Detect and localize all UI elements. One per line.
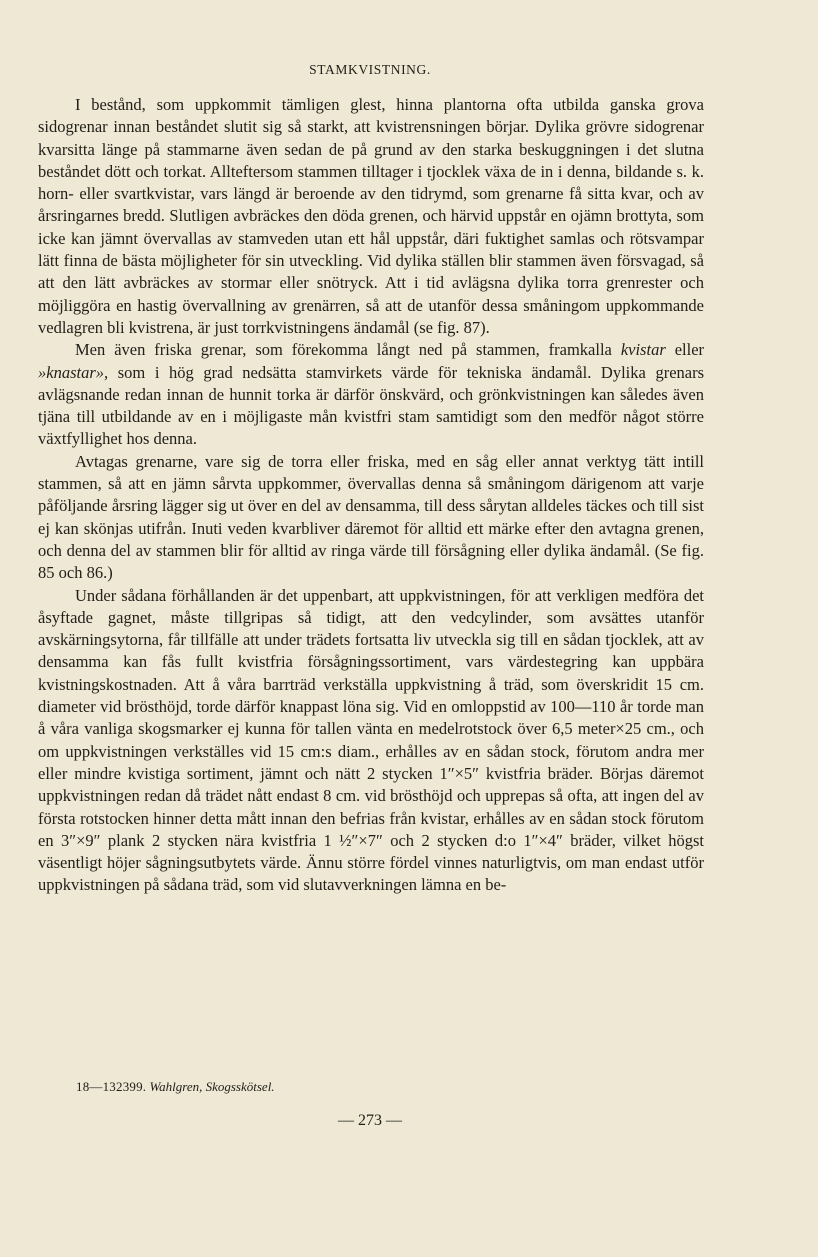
signature-number: 18—132399. xyxy=(76,1079,147,1094)
running-head: STAMKVISTNING. xyxy=(309,62,431,77)
paragraph-1: I bestånd, som uppkommit tämligen glest, hinna plantorna ofta utbilda ganska grova sidogrenar innan beståndet slutit sig så starkt, att kvistrensningen börjar. Dylika grövre sidogrenar kvarsitta länge på stammarne även sedan de på grund av den starka beskuggningen i det slutna beståndet dött och torkat. Allteftersom stammen tilltager i tjocklek växa de in i denna, bildande s. k. horn- eller svartkvistar, vars längd är beroende av den tidrymd, som grenarne få sitta kvar, och av årsringarnes bredd. Slutligen avbräckes den döda grenen, och härvid uppstår en ojämn brottyta, som icke kan jämnt övervallas av stamveden utan ett hål uppstår, däri fuktighet samlas och rötsvampar lätt finna de bästa möjligheter för sin utveckling. Vid dylika ställen blir stammen även försvagad, så att den lätt avbräckes av stormar eller snötryck. Att i tid avlägsna dylika torra grenrester och möjliggöra en hastig övervallning av grenärren, så att de utanför dessa småningom uppkommande vedlagren bli kvistrena, är just torrkvistningens ändamål (se fig. 87). xyxy=(38,95,704,337)
term-kvistar: kvistar xyxy=(620,340,666,360)
paragraph-2-text-mid: eller xyxy=(674,340,705,360)
signature-line xyxy=(76,1079,275,1095)
paragraph-2-text-after: som i hög grad nedsätta stamvirkets värde för tekniska ändamål. Dylika grenars avlägsnande redan innan de hunnit torka är därför önskvärd, och grönkvistningen kan således även tjäna till utbildande av en i möjligaste mån kvistfri stam samtidigt som den medför något större växtfyllighet hos denna. xyxy=(38,362,705,449)
page-number: — 273 — xyxy=(338,1112,402,1129)
body-text xyxy=(38,94,704,897)
term-knastar: »knastar», xyxy=(38,362,109,382)
paragraph-2-text-before: Men även friska grenar, som förekomma långt ned på stammen, framkalla xyxy=(75,340,612,360)
author-title: Wahlgren, Skogsskötsel. xyxy=(149,1079,275,1094)
paragraph-2 xyxy=(38,339,704,450)
paragraph-3: Avtagas grenarne, vare sig de torra eller friska, med en såg eller annat verktyg tätt intill stammen, så att en jämn sårvta uppkommer, övervallas denna så småningom därigenom att varje påföljande årsring lägger sig ut över en del av densamma, till dess sårytan alldeles täckes och till sist ej kan skönjas utifrån. Inuti veden kvarbliver däremot för alltid ett märke efter den avtagna grenen, och denna del av stammen blir för alltid av ringa värde till försågning eller dylika ändamål. (Se fig. 85 och 86.) xyxy=(38,451,704,583)
paragraph-4: Under sådana förhållanden är det uppenbart, att uppkvistningen, för att verkligen medföra det åsyftade gagnet, måste tillgripas så tidigt, att den vedcylinder, som avsättes utanför avskärningsytorna, får tillfälle att under trädets fortsatta liv utveckla sig till en sådan tjocklek, att av densamma kan fås fullt kvistfria försågningssortiment, vars värdestegring kan uppbära kvistningskostnaden. Att å våra barrträd verkställa uppkvistning å träd, som överskridit 15 cm. diameter vid brösthöjd, torde därför knappast löna sig. Vid en omloppstid av 100—110 år torde man å våra vanliga skogsmarker ej kunna för tallen vänta en medelrotstock över 6,5 meter×25 cm., och om uppkvistningen verkställes vid 15 cm:s diam., erhålles av en sådan stock, förutom andra mer eller mindre kvistiga sortiment, jämnt och nätt 2 stycken 1″×5″ kvistfria bräder. Börjas däremot uppkvistningen redan då trädet nått endast 8 cm. vid brösthöjd och upprepas så ofta, att ingen del av första rotstocken hinner detta mått innan den befrias från kvistar, erhålles av en sådan stock förutom en 3″×9″ plank 2 stycken nära kvistfria 1 ½″×7″ och 2 stycken d:o 1″×4″ bräder, vilket högst väsentligt höjer sågningsutbytets värde. Ännu större fördel vinnes naturligtvis, om man endast utför uppkvistningen på sådana träd, som vid slutavverkningen lämna en be- xyxy=(38,585,704,895)
